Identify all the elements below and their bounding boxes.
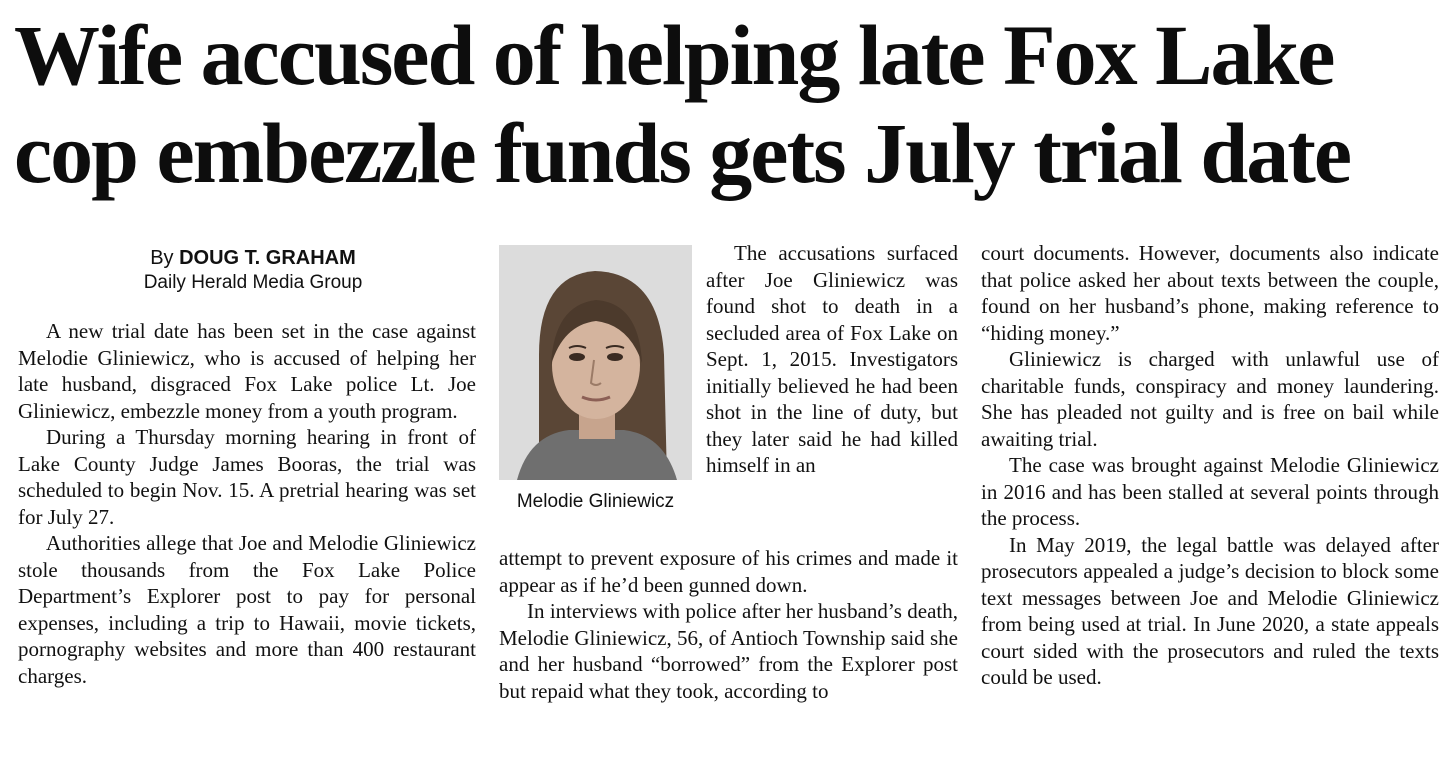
article-paragraph: A new trial date has been set in the case against Melodie Gliniewicz, who is accused of helping her late husband, disgraced Fox Lake police Lt. Joe Gliniewicz, embezzle money from a youth program. bbox=[18, 319, 476, 423]
headline-line-2: cop embezzle funds gets July trial date bbox=[14, 105, 1351, 201]
article-column-1 bbox=[18, 318, 476, 689]
article-paragraph: The case was brought against Melodie Gliniewicz in 2016 and has been stalled at several points through the process. bbox=[981, 453, 1439, 530]
article-paragraph: In interviews with police after her husband’s death, Melodie Gliniewicz, 56, of Antioch Township said she and her husband “borrowed” from the Explorer post but repaid what they took, according to bbox=[499, 599, 958, 703]
byline-prefix: By bbox=[150, 247, 180, 269]
byline-author-line bbox=[18, 245, 488, 271]
mugshot-portrait-icon bbox=[499, 245, 692, 480]
article-column-3 bbox=[981, 240, 1439, 691]
headline-line-1: Wife accused of helping late Fox Lake bbox=[14, 7, 1334, 103]
article-paragraph: In May 2019, the legal battle was delayed after prosecutors appealed a judge’s decision to block some text messages between Joe and Melodie Gliniewicz from being used at trial. In June 2020, a state appeals court sided with the prosecutors and ruled the texts could be used. bbox=[981, 532, 1439, 689]
photo-caption: Melodie Gliniewicz bbox=[516, 491, 675, 512]
article-column-2-bottom bbox=[499, 545, 958, 704]
byline-author: DOUG T. GRAHAM bbox=[179, 247, 356, 269]
article-column-2-top bbox=[706, 240, 958, 479]
article-paragraph-continued: attempt to prevent exposure of his crimes and made it appear as if he’d been gunned down. bbox=[499, 546, 958, 597]
article-paragraph: Gliniewicz is charged with unlawful use of charitable funds, conspiracy and money laundering. She has pleaded not guilty and is free on bail while awaiting trial. bbox=[981, 347, 1439, 451]
mugshot-photo bbox=[499, 245, 692, 480]
headline bbox=[14, 6, 1444, 202]
byline-organization: Daily Herald Media Group bbox=[143, 272, 363, 293]
article-paragraph-continued: court documents. However, documents also indicate that police asked her about texts between the couple, found on her husband’s phone, making reference to “hiding money.” bbox=[981, 241, 1439, 345]
article-paragraph: During a Thursday morning hearing in front of Lake County Judge James Booras, the trial was scheduled to begin Nov. 15. A pretrial hearing was set for July 27. bbox=[18, 425, 476, 529]
article-paragraph: Authorities allege that Joe and Melodie Gliniewicz stole thousands from the Fox Lake Police Department’s Explorer post to pay for personal expenses, including a trip to Hawaii, movie tickets, pornography websites and more than 400 restaurant charges. bbox=[18, 531, 476, 688]
article-paragraph: The accusations surfaced after Joe Gliniewicz was found shot to death in a secluded area of Fox Lake on Sept. 1, 2015. Investigators initially believed he had been shot in the line of duty, but they later said he had killed himself in an bbox=[706, 241, 958, 477]
byline bbox=[18, 245, 488, 295]
